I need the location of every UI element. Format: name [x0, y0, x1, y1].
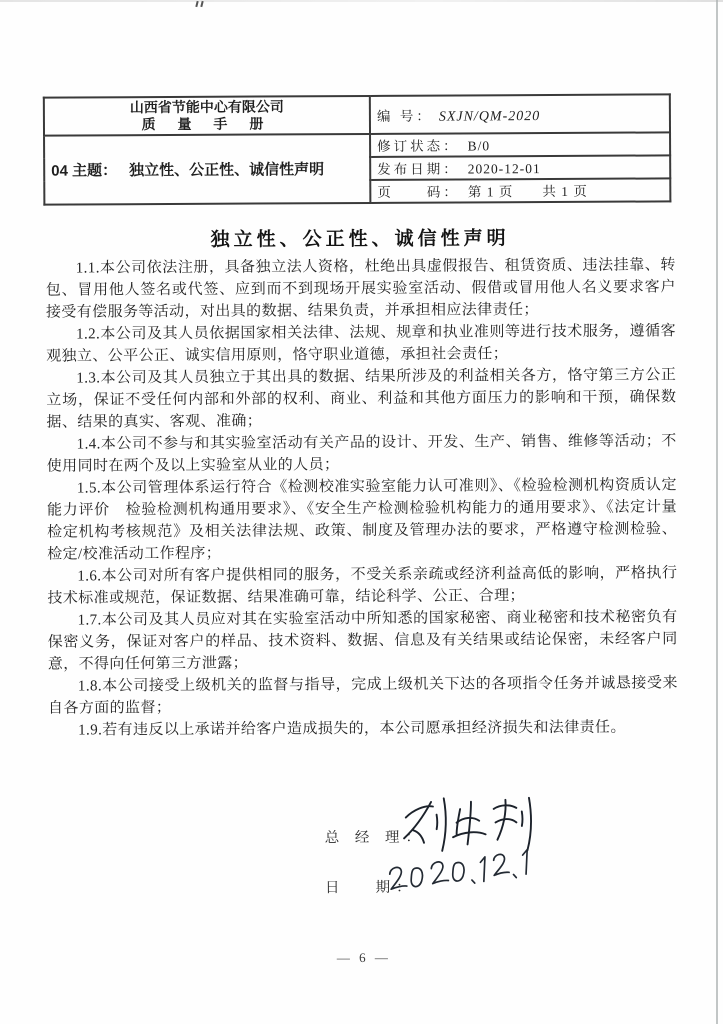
revision-value: B/0	[467, 138, 491, 154]
manager-handwritten-signature	[397, 794, 533, 855]
company-cell	[44, 96, 370, 136]
paragraph-1-4: 1.4.本公司不参与和其实验室活动有关产品的设计、开发、生产、销售、维修等活动；不使用同时在两个及以上实验室从业的人员；	[46, 433, 677, 475]
general-manager-label: 总 经 理：	[324, 829, 426, 847]
subject-text: 独立性、公正性、诚信性声明	[129, 161, 325, 180]
issue-date-cell	[370, 155, 670, 180]
doc-no-value: SXJN/QM-2020	[438, 108, 541, 125]
paragraph-1-7: 1.7.本公司及其人员应对其在实验室活动中所知悉的国家秘密、商业秘密和技术秘密负有保密义务，保证对客户的样品、技术资料、数据、信息及有关结果或结论保密，未经客户同意，不得向任何第三方泄露；	[47, 609, 678, 673]
doc-no-label: 编 号：	[376, 108, 433, 124]
signature-block	[48, 791, 679, 919]
paragraph-1-1: 1.1.本公司依法注册，具备独立法人资格，杜绝出具虚假报告、租赁资质、违法挂靠、转包、冒用他人签名或代签、应到而不到现场开展实验室活动、假借或冒用他人名义要求客户接受有偿服务等活动，对出具的数据、结果负责，并承担相应法律责任；	[45, 257, 676, 321]
paragraph-1-2: 1.2.本公司及其人员依据国家相关法律、法规、规章和执业准则等进行技术服务，遵循客观独立、公平公正、诚实信用原则，恪守职业道德，承担社会责任；	[46, 323, 677, 365]
page-no-value: 第 1 页 共 1 页	[467, 183, 588, 200]
company-name: 山西省节能中心有限公司	[129, 98, 284, 116]
paragraph-1-8: 1.8.本公司接受上级机关的监督与指导，完成上级机关下达的各项指令任务并诚恳接受来自各方面的监督；	[47, 675, 678, 717]
page-number: — 6 —	[336, 949, 391, 966]
revision-label: 修订状态：	[377, 138, 460, 154]
paragraph-1-3: 1.3.本公司及其人员独立于其出具的数据、结果所涉及的利益相关各方，恪守第三方公正立场，保证不受任何内部和外部的权利、商业、利益和其他方面压力的影响和干预，确保数据、结果的真实、客观、准确；	[46, 367, 677, 431]
page-no-cell	[370, 178, 670, 203]
document-title: 独立性、公正性、诚信性声明	[210, 228, 510, 251]
issue-date-label: 发布日期：	[377, 161, 460, 177]
paragraph-1-5: 1.5.本公司管理体系运行符合《检测校准实验室能力认可准则》、《检验检测机构资质认定能力评价 检验检测机构通用要求》、《安全生产检测检验机构能力的通用要求》、《法定计量检定机构考核规范》及相关法律法规、政策、制度及管理办法的要求，严格遵守检测检验、检定/校准活动工作程序；	[46, 477, 678, 563]
subject-cell	[44, 134, 370, 205]
declaration-body	[46, 254, 679, 741]
page-no-label: 页 码：	[377, 184, 460, 200]
date-label: 日 期：	[324, 879, 417, 897]
issue-date-value: 2020-12-01	[467, 161, 541, 177]
header-table	[43, 93, 672, 205]
manual-title: 质 量 手 册	[141, 115, 273, 133]
revision-cell	[370, 132, 670, 157]
doc-no-cell	[370, 94, 670, 134]
paragraph-1-9: 1.9.若有违反以上承诺并给客户造成损失的，本公司愿承担经济损失和法律责任。	[78, 719, 626, 739]
paragraph-1-6: 1.6.本公司对所有客户提供相同的服务，不受关系亲疏或经济利益高低的影响，严格执行技术标准或规范，保证数据、结果准确可靠，结论科学、公正、合理；	[47, 565, 678, 607]
subject-label: 04 主题：	[51, 162, 118, 180]
